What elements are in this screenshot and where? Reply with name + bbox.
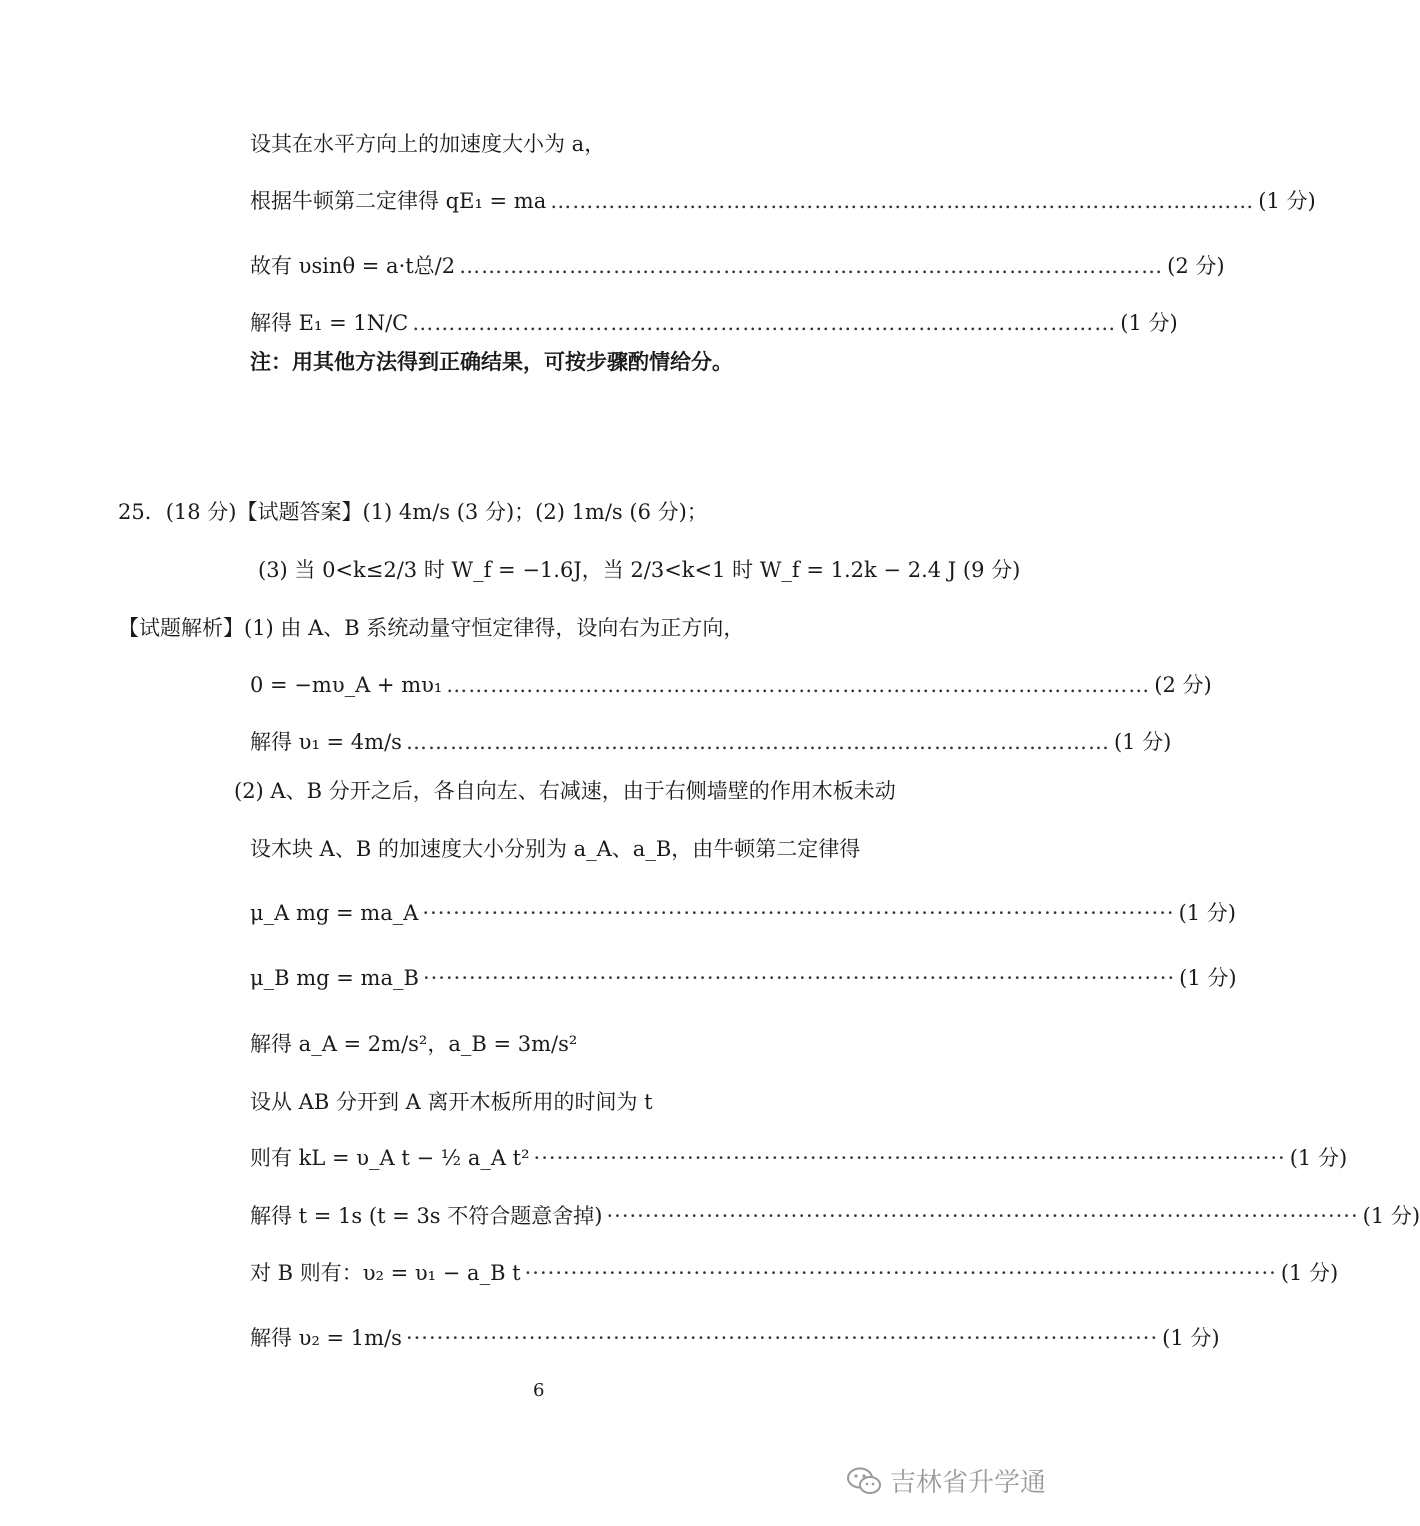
score: (1 分) [1289,1146,1348,1170]
part2-accel: 设木块 A、B 的加速度大小分别为 a_A、a_B，由牛顿第二定律得 [250,837,861,861]
eq-momentum: 0 = −mυ_A + mυ₁ [250,673,443,697]
part2-intro: (2) A、B 分开之后，各自向左、右减速，由于右侧墙壁的作用木板未动 [234,779,896,803]
leader-dots: ·································································································· [405,1326,1159,1350]
note: 注：用其他方法得到正确结果，可按步骤酌情给分。 [250,349,733,374]
page-number: 6 [533,1380,545,1401]
watermark-text: 吉林省升学通 [889,1468,1046,1498]
leader-dots: ·································································································· [422,901,1175,925]
eq-v1: 解得 υ₁ = 4m/s [250,730,402,754]
analysis-heading: 【试题解析】(1) 由 A、B 系统动量守恒定律得，设向右为正方向， [118,616,745,640]
leader-dots: …………………………………………………………………………………… [412,311,1117,335]
score: (1 分) [1162,1326,1220,1350]
row-mub [250,963,1237,993]
leader-dots: …………………………………………………………………………………… [550,189,1255,213]
accel-result: 解得 a_A = 2m/s²，a_B = 3m/s² [250,1032,578,1056]
row-momentum [250,670,1212,700]
leader-dots: …………………………………………………………………………………… [446,673,1151,697]
time-def: 设从 AB 分开到 A 离开木板所用的时间为 t [250,1090,653,1114]
score: (1 分) [1120,311,1178,335]
eq-mua: μ_A mg = ma_A [250,901,419,925]
score: (1 分) [1113,730,1172,754]
leader-dots: ·································································································· [524,1261,1277,1285]
score: (2 分) [1154,673,1212,697]
eq-newton: 根据牛顿第二定律得 qE₁ = ma [250,189,547,213]
score: (1 分) [1258,189,1316,213]
leader-dots: …………………………………………………………………………………… [459,254,1164,278]
leader-dots: …………………………………………………………………………………… [405,730,1110,754]
eq-kl: 则有 kL = υ_A t − ½ a_A t² [250,1146,530,1170]
row-t [250,1201,1420,1231]
eq-t: 解得 t = 1s (t = 3s 不符合题意舍掉) [250,1204,603,1228]
eq-e1: 解得 E₁ = 1N/C [250,311,409,335]
row-kl [250,1143,1348,1173]
score: (1 分) [1178,901,1236,925]
row-e1 [250,308,1178,338]
question-25-part3: (3) 当 0<k≤2/3 时 W_f = −1.6J，当 2/3<k<1 时 W_f = 1.2k − 2.4 J (9 分) [258,558,1021,582]
question-25-answer: 25．(18 分)【试题答案】(1) 4m/s (3 分)；(2) 1m/s (6 分)； [118,500,708,524]
line-accel-def: 设其在水平方向上的加速度大小为 a， [250,132,606,156]
leader-dots: ·································································································· [533,1146,1286,1170]
score: (1 分) [1362,1204,1420,1228]
row-v2-result [250,1323,1220,1353]
eq-mub: μ_B mg = ma_B [250,966,419,990]
score: (2 分) [1167,254,1225,278]
score: (1 分) [1179,966,1237,990]
row-mua [250,898,1236,928]
leader-dots: ·································································································· [422,966,1176,990]
eq-velocity: 故有 υsinθ = a·t总/2 [250,254,456,278]
eq-v2-result: 解得 υ₂ = 1m/s [250,1326,402,1350]
eq-v2: 对 B 则有：υ₂ = υ₁ − a_B t [250,1261,521,1285]
row-v2-eq [250,1258,1339,1288]
watermark [846,1462,1046,1499]
leader-dots: ·································································································· [606,1204,1359,1228]
row-velocity [250,251,1225,281]
row-v1 [250,727,1172,757]
wechat-icon [846,1466,882,1496]
score: (1 分) [1280,1261,1339,1285]
row-newton [250,186,1316,216]
